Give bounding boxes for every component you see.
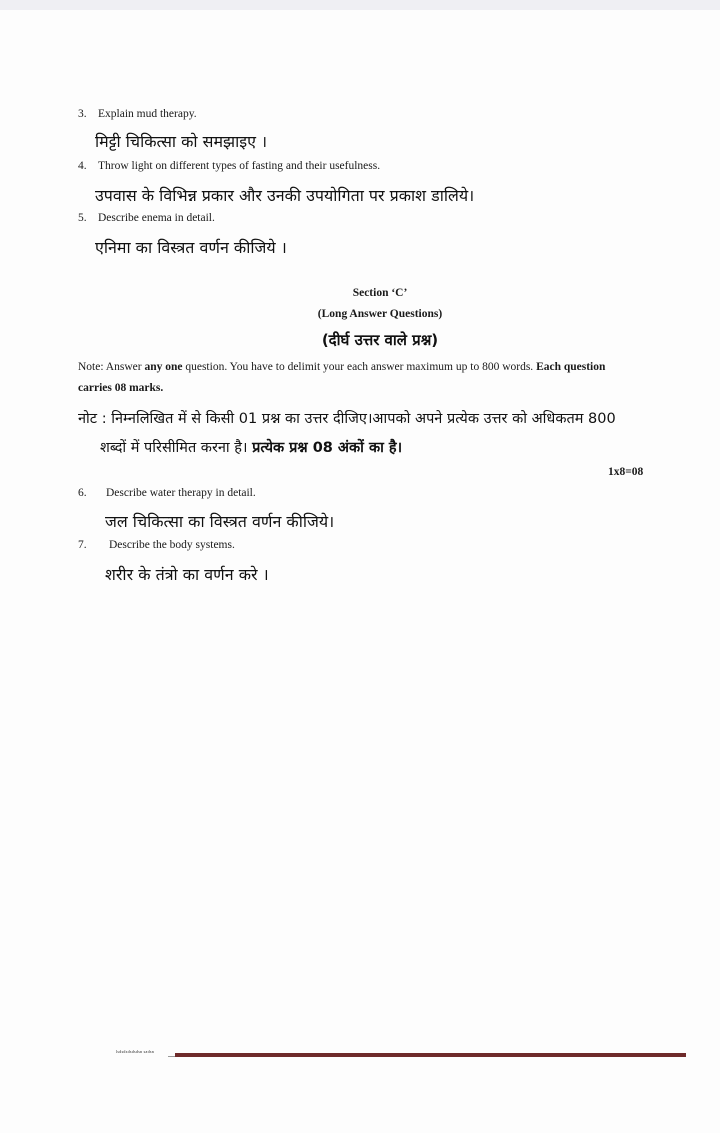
question-5-english: Describe enema in detail. (98, 212, 215, 224)
note-text-a: Note: Answer (78, 361, 145, 373)
question-5-number: 5. (78, 212, 87, 224)
note-text-b: question. You have to delimit your each answer maximum up to 800 words. (182, 361, 537, 373)
note-english-line2: carries 08 marks. (78, 382, 164, 394)
note-hindi-line2-a: शब्दों में परिसीमित करना है। (100, 440, 253, 456)
marks-allocation: 1x8=08 (608, 466, 644, 478)
footer-rule (175, 1053, 686, 1057)
note-text-each-question: Each question (536, 361, 606, 373)
question-7-english: Describe the body systems. (109, 539, 235, 551)
question-6-number: 6. (78, 487, 87, 499)
note-hindi-line2 (100, 437, 402, 457)
section-c-subtitle-hindi: (दीर्घ उत्तर वाले प्रश्न) (321, 331, 439, 349)
question-4-english: Throw light on different types of fasting and their usefulness. (98, 160, 381, 172)
note-text-any-one: any one (144, 361, 183, 373)
note-hindi-line1: नोट : निम्नलिखित में से किसी 01 प्रश्न का उत्तर दीजिए।आपको अपने प्रत्येक उत्तर को अधिकतम 800 (78, 411, 616, 427)
question-7-hindi: शरीर के तंत्रो का वर्णन करे । (105, 565, 269, 584)
top-edge (0, 0, 720, 10)
question-3-english: Explain mud therapy. (98, 108, 197, 120)
note-hindi-line2-b: प्रत्येक प्रश्न 08 अंकों का है। (252, 440, 403, 456)
section-c-subtitle: (Long Answer Questions) (317, 308, 443, 320)
question-3-hindi: मिट्टी चिकित्सा को समझाइए । (95, 132, 268, 151)
footer-scribble: lsdsdsdsdsdsn sadsn (116, 1049, 155, 1054)
question-5-hindi: एनिमा का विस्त्रत वर्णन कीजिये । (95, 238, 287, 257)
question-6-english: Describe water therapy in detail. (106, 487, 256, 499)
question-4-number: 4. (78, 160, 87, 172)
note-english-line1 (78, 361, 605, 373)
question-3-number: 3. (78, 108, 87, 120)
section-c-title: Section ‘C’ (352, 287, 408, 299)
question-6-hindi: जल चिकित्सा का विस्त्रत वर्णन कीजिये। (105, 512, 335, 531)
question-7-number: 7. (78, 539, 87, 551)
question-4-hindi: उपवास के विभिन्न प्रकार और उनकी उपयोगिता पर प्रकाश डालिये। (95, 186, 475, 205)
